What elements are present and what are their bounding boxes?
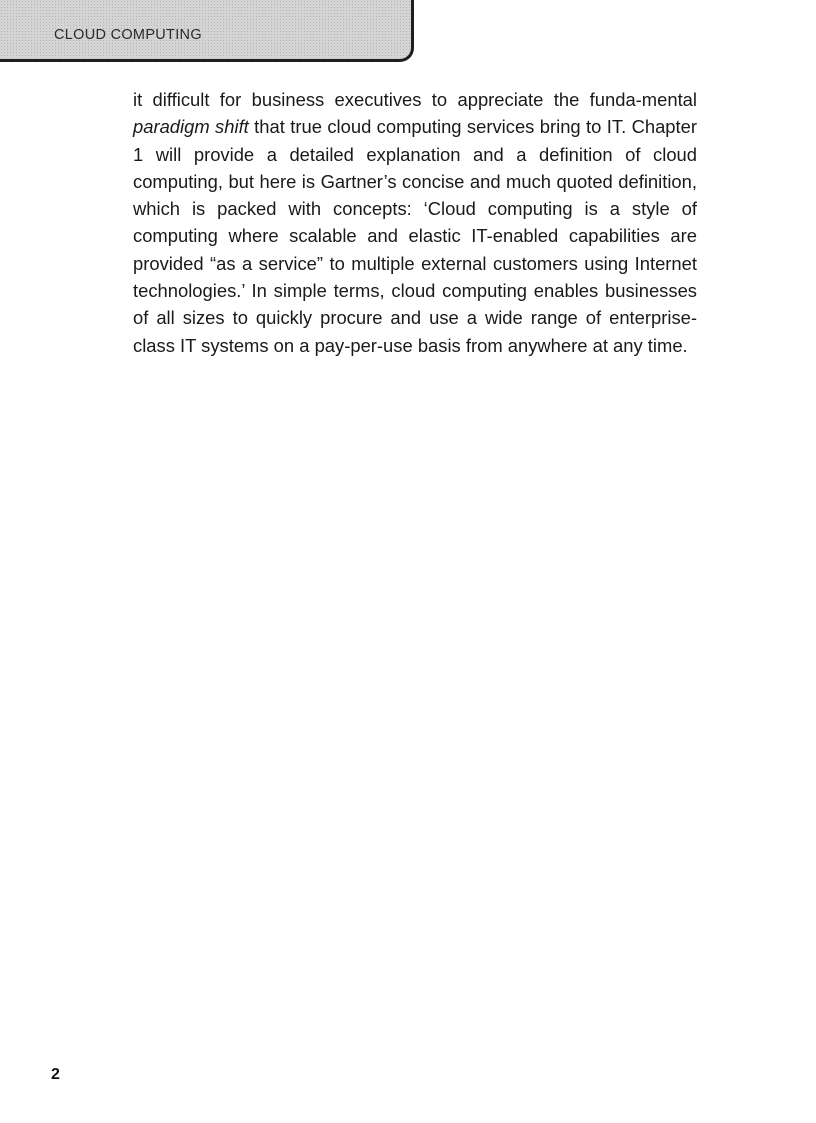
emphasized-term: paradigm shift [133,116,249,138]
body-text-part-2: that true cloud computing services bring to IT. Chapter 1 will provide a detailed explanation and a definition of cloud computing, but here is Gartner’s concise and much quoted definition, which is packed with concepts: ‘Cloud computing is a style of computing where scalable and elastic IT-enabled capabilities are provided “as a service” to multiple external customers using Internet technologies.’ In simple terms, cloud computing enables businesses of all sizes to quickly procure and use a wide range of enterprise-class IT systems on a pay-per-use basis from anywhere at any time. [133,116,697,356]
running-header [0,0,414,62]
page-number: 2 [51,1066,60,1083]
body-paragraph [133,86,697,359]
running-header-title: CLOUD COMPUTING [54,27,202,43]
body-text-part-1: it difficult for business executives to appreciate the funda-mental [133,89,697,110]
